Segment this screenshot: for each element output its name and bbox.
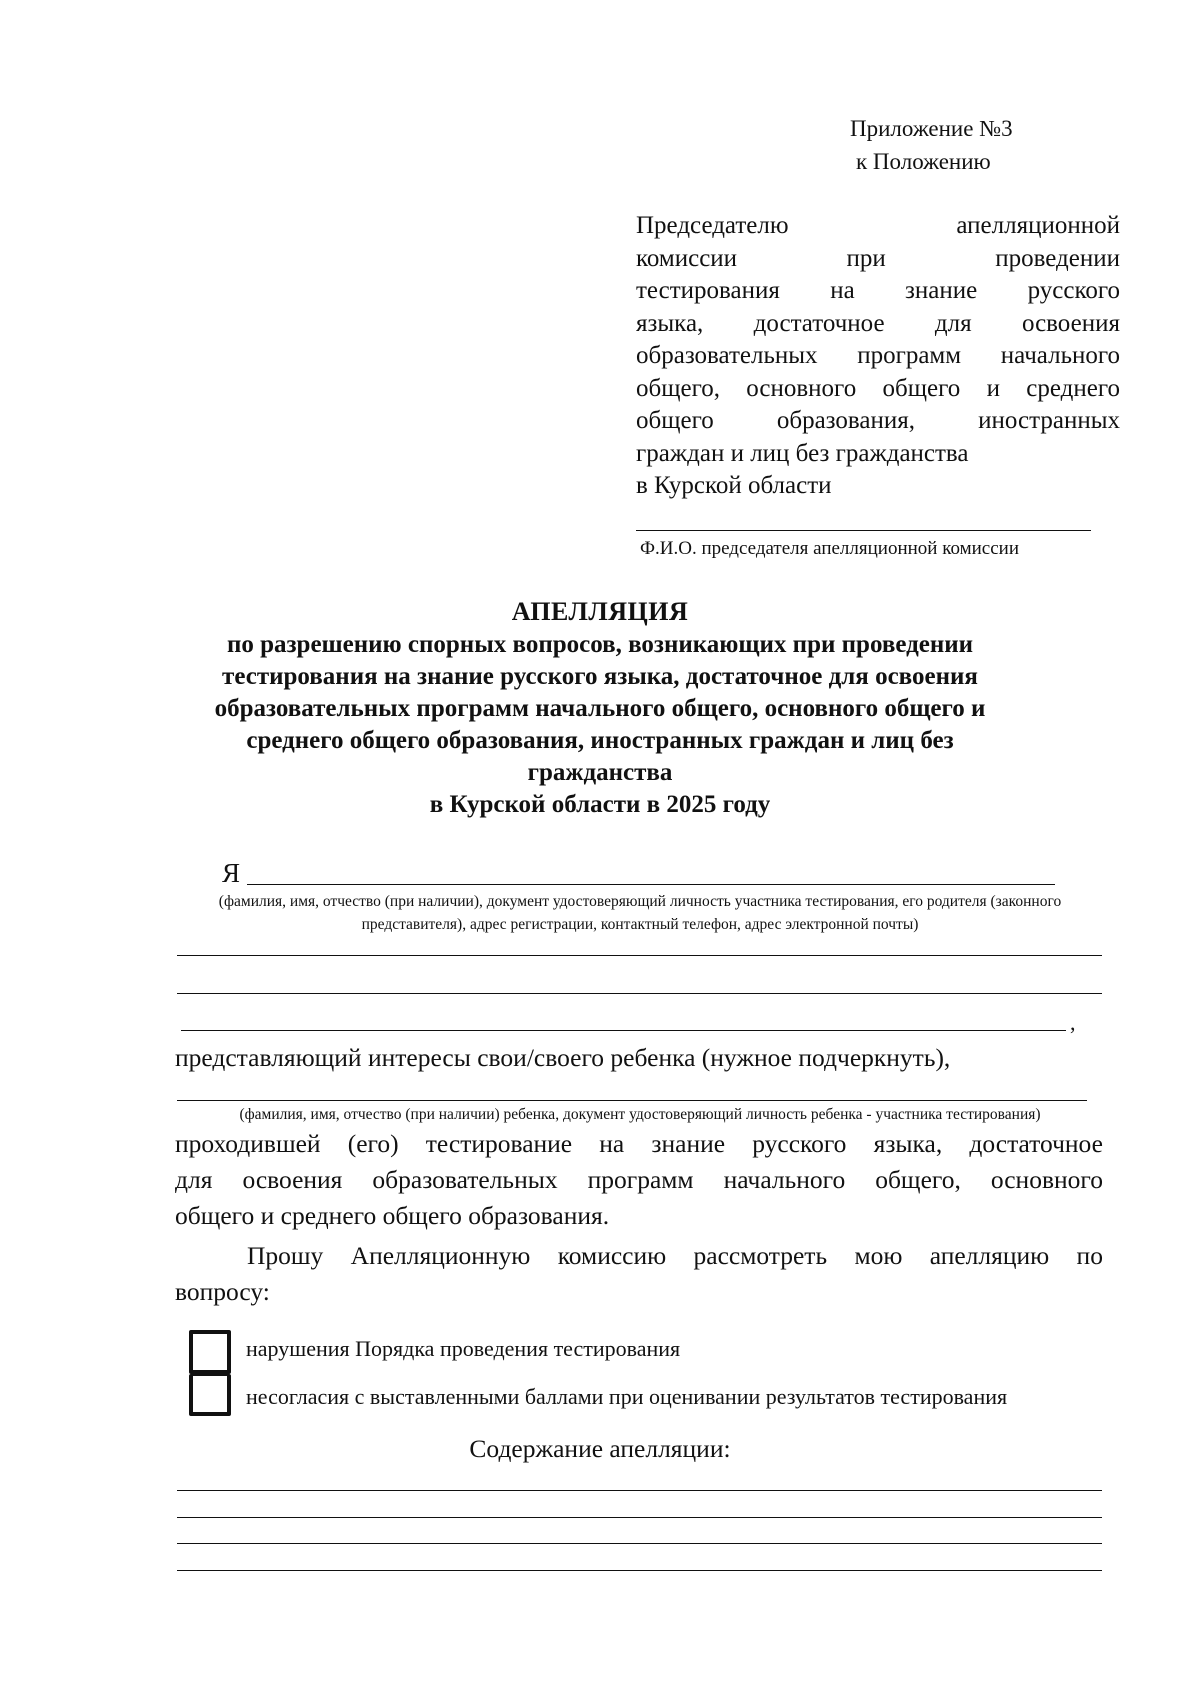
paragraph-line: вопросу: — [175, 1277, 270, 1306]
applicant-details-field[interactable] — [177, 993, 1102, 994]
violation-checkbox[interactable] — [189, 1330, 231, 1374]
appeal-content-line[interactable] — [177, 1490, 1102, 1491]
title-line: среднего общего образования, иностранных граждан и лиц без — [246, 727, 954, 754]
request-paragraph — [175, 1238, 1103, 1310]
passed-paragraph — [175, 1126, 1103, 1234]
appeal-content-line[interactable] — [177, 1517, 1102, 1518]
title-line: гражданства — [527, 759, 673, 786]
addressee-line: в Курской области — [636, 472, 832, 499]
representing-text: представляющий интересы свои/своего ребенка (нужное подчеркнуть), — [175, 1043, 951, 1072]
addressee-line: общего образования, иностранных — [636, 407, 1120, 434]
paragraph-line: общего и среднего общего образования. — [175, 1201, 610, 1230]
appendix-reference: к Положению — [856, 149, 991, 174]
applicant-ya: Я — [222, 858, 241, 888]
disagreement-option-label: несогласия с выставленными баллами при оценивании результатов тестирования — [246, 1384, 1008, 1409]
violation-option-label: нарушения Порядка проведения тестирования — [246, 1336, 681, 1361]
addressee-block — [636, 210, 1120, 503]
applicant-details-field[interactable] — [181, 1030, 1066, 1031]
addressee-line: языка, достаточное для освоения — [636, 309, 1120, 337]
child-details-caption: (фамилия, имя, отчество (при наличии) ребенка, документ удостоверяющий личность ребенка - участника тестирования) — [239, 1106, 1041, 1123]
title-main: АПЕЛЛЯЦИЯ — [511, 597, 689, 626]
child-details-field[interactable] — [177, 1100, 1087, 1101]
title-line: по разрешению спорных вопросов, возникающих при проведении — [226, 631, 974, 658]
paragraph-line: проходившей (его) тестирование на знание русского языка, достаточное — [175, 1129, 1103, 1158]
title-line: в Курской области в 2025 году — [429, 791, 771, 818]
addressee-line: тестирования на знание русского — [636, 277, 1120, 304]
appeal-content-line[interactable] — [177, 1543, 1102, 1544]
applicant-caption: (фамилия, имя, отчество (при наличии), документ удостоверяющий личность участника тестирования, его родителя (законного представителя), адрес регистрации, контактный телефон, адрес электронной почты) — [218, 893, 1062, 933]
disagreement-checkbox[interactable] — [189, 1374, 231, 1416]
addressee-line: комиссии при проведении — [636, 244, 1120, 272]
chairman-name-caption: Ф.И.О. председателя апелляционной комиссии — [640, 538, 1020, 559]
document-title — [0, 596, 1200, 821]
addressee-line: образовательных программ начального — [636, 342, 1120, 369]
addressee-line: граждан и лиц без гражданства — [636, 439, 969, 467]
applicant-name-field[interactable] — [247, 884, 1055, 885]
applicant-comma: , — [1070, 1010, 1076, 1035]
appeal-reason-checkboxes — [189, 1330, 231, 1416]
paragraph-line: для освоения образовательных программ начального общего, основного — [175, 1165, 1103, 1194]
appendix-header — [850, 112, 1013, 178]
applicant-details-field[interactable] — [177, 955, 1102, 956]
addressee-line: общего, основного общего и среднего — [636, 374, 1120, 402]
addressee-line: Председателю апелляционной — [636, 212, 1120, 239]
title-line: тестирования на знание русского языка, достаточное для освоения — [222, 663, 978, 690]
appeal-content-line[interactable] — [177, 1570, 1102, 1571]
appendix-number: Приложение №3 — [850, 116, 1013, 141]
chairman-name-field[interactable] — [636, 530, 1091, 531]
appeal-content-heading: Содержание апелляции: — [469, 1434, 731, 1463]
title-line: образовательных программ начального общего, основного общего и — [214, 695, 986, 722]
paragraph-line: Прошу Апелляционную комиссию рассмотреть мою апелляцию по — [247, 1241, 1103, 1270]
